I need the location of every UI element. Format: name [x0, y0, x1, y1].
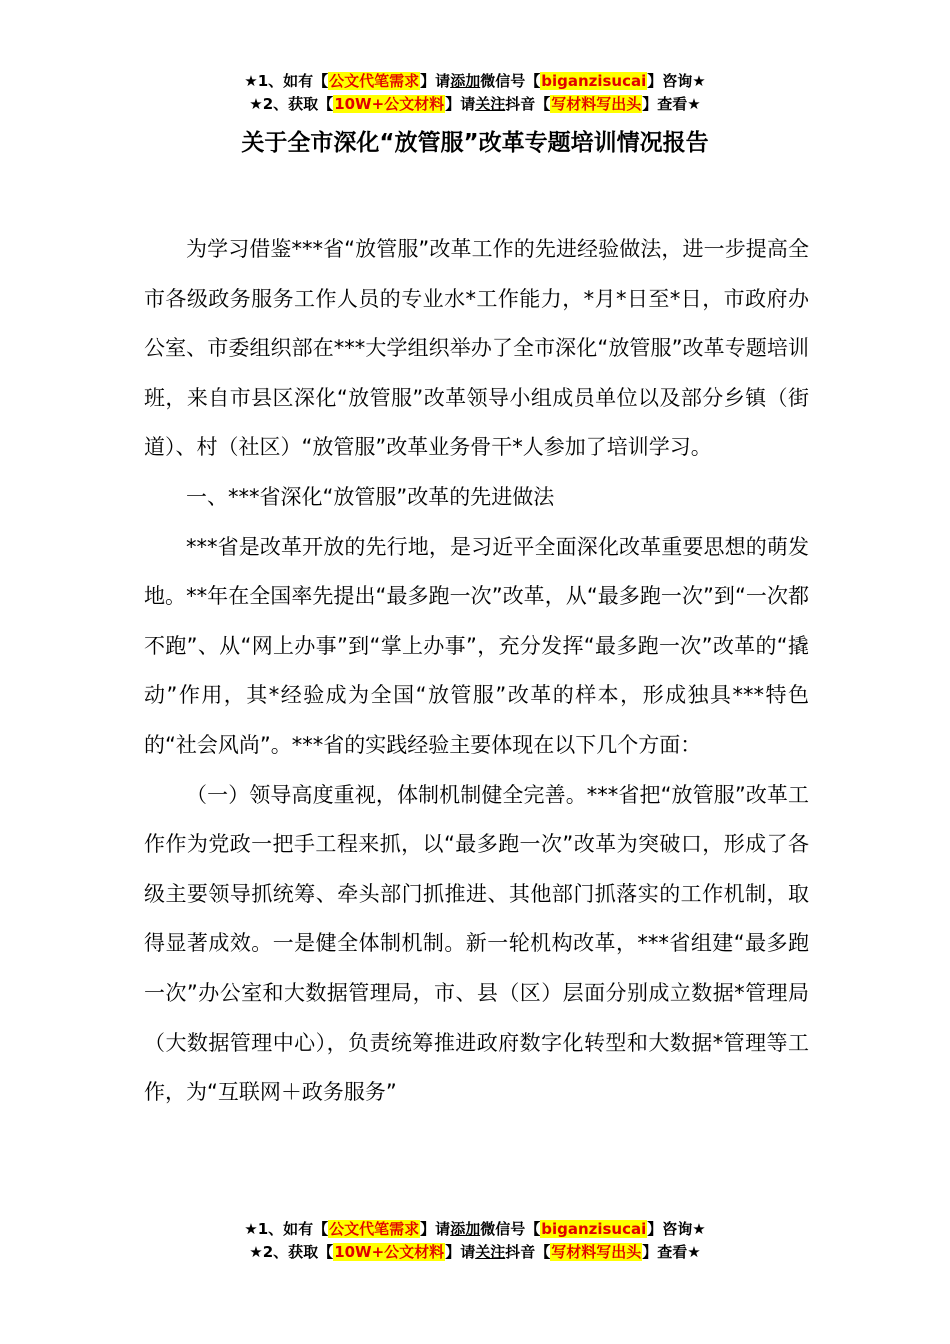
- highlight-douyin: 写材料写出头: [551, 95, 642, 113]
- highlight-materials: 10W+公文材料: [334, 95, 445, 113]
- paragraph-background: ***省是改革开放的先行地，是习近平全面深化改革重要思想的萌发地。**年在全国率先提出“最多跑一次”改革，从“最多跑一次”到“一次都不跑”、从“网上办事”到“掌上办事”，充分发挥“最多跑一次”改革的“撬动”作用，其*经验成为全国“放管服”改革的样本，形成独具***特色的“社会风尚”。***省的实践经验主要体现在以下几个方面：: [144, 534, 809, 757]
- header-banner: [0, 70, 950, 116]
- footer-line-1: ★1、如有【公文代笔需求】请添加微信号【biganzisucai】咨询★: [244, 1220, 706, 1238]
- highlight-wechat-id: biganzisucai: [541, 1220, 647, 1238]
- footer-banner: [0, 1218, 950, 1264]
- footer-line-2: ★2、获取【10W+公文材料】请关注抖音【写材料写出头】查看★: [249, 1243, 701, 1261]
- header-line-2: ★2、获取【10W+公文材料】请关注抖音【写材料写出头】查看★: [249, 95, 701, 113]
- highlight-douyin: 写材料写出头: [551, 1243, 642, 1261]
- paragraph-subsection-1: （一）领导高度重视，体制机制健全完善。***省把“放管服”改革工作作为党政一把手工程来抓，以“最多跑一次”改革为突破口，形成了各级主要领导抓统筹、牵头部门抓推进、其他部门抓落实的工作机制，取得显著成效。一是健全体制机制。新一轮机构改革，***省组建“最多跑一次”办公室和大数据管理局，市、县（区）层面分别成立数据*管理局（大数据管理中心），负责统筹推进政府数字化转型和大数据*管理等工作，为“互联网＋政务服务”: [144, 782, 809, 1105]
- highlight-ghostwriting: 公文代笔需求: [329, 72, 420, 90]
- highlight-materials: 10W+公文材料: [334, 1243, 445, 1261]
- document-title: 关于全市深化“放管服”改革专题培训情况报告: [241, 130, 709, 156]
- header-line-1: ★1、如有【公文代笔需求】请添加微信号【biganzisucai】咨询★: [244, 72, 706, 90]
- highlight-ghostwriting: 公文代笔需求: [329, 1220, 420, 1238]
- document-body: [144, 225, 809, 1118]
- section-heading-1: 一、***省深化“放管服”改革的先进做法: [186, 484, 555, 509]
- paragraph-intro: 为学习借鉴***省“放管服”改革工作的先进经验做法，进一步提高全市各级政务服务工作人员的专业水*工作能力，*月*日至*日，市政府办公室、市委组织部在***大学组织举办了全市深化“放管服”改革专题培训班，来自市县区深化“放管服”改革领导小组成员单位以及部分乡镇（街道）、村（社区）“放管服”改革业务骨干*人参加了培训学习。: [144, 237, 809, 460]
- highlight-wechat-id: biganzisucai: [541, 72, 647, 90]
